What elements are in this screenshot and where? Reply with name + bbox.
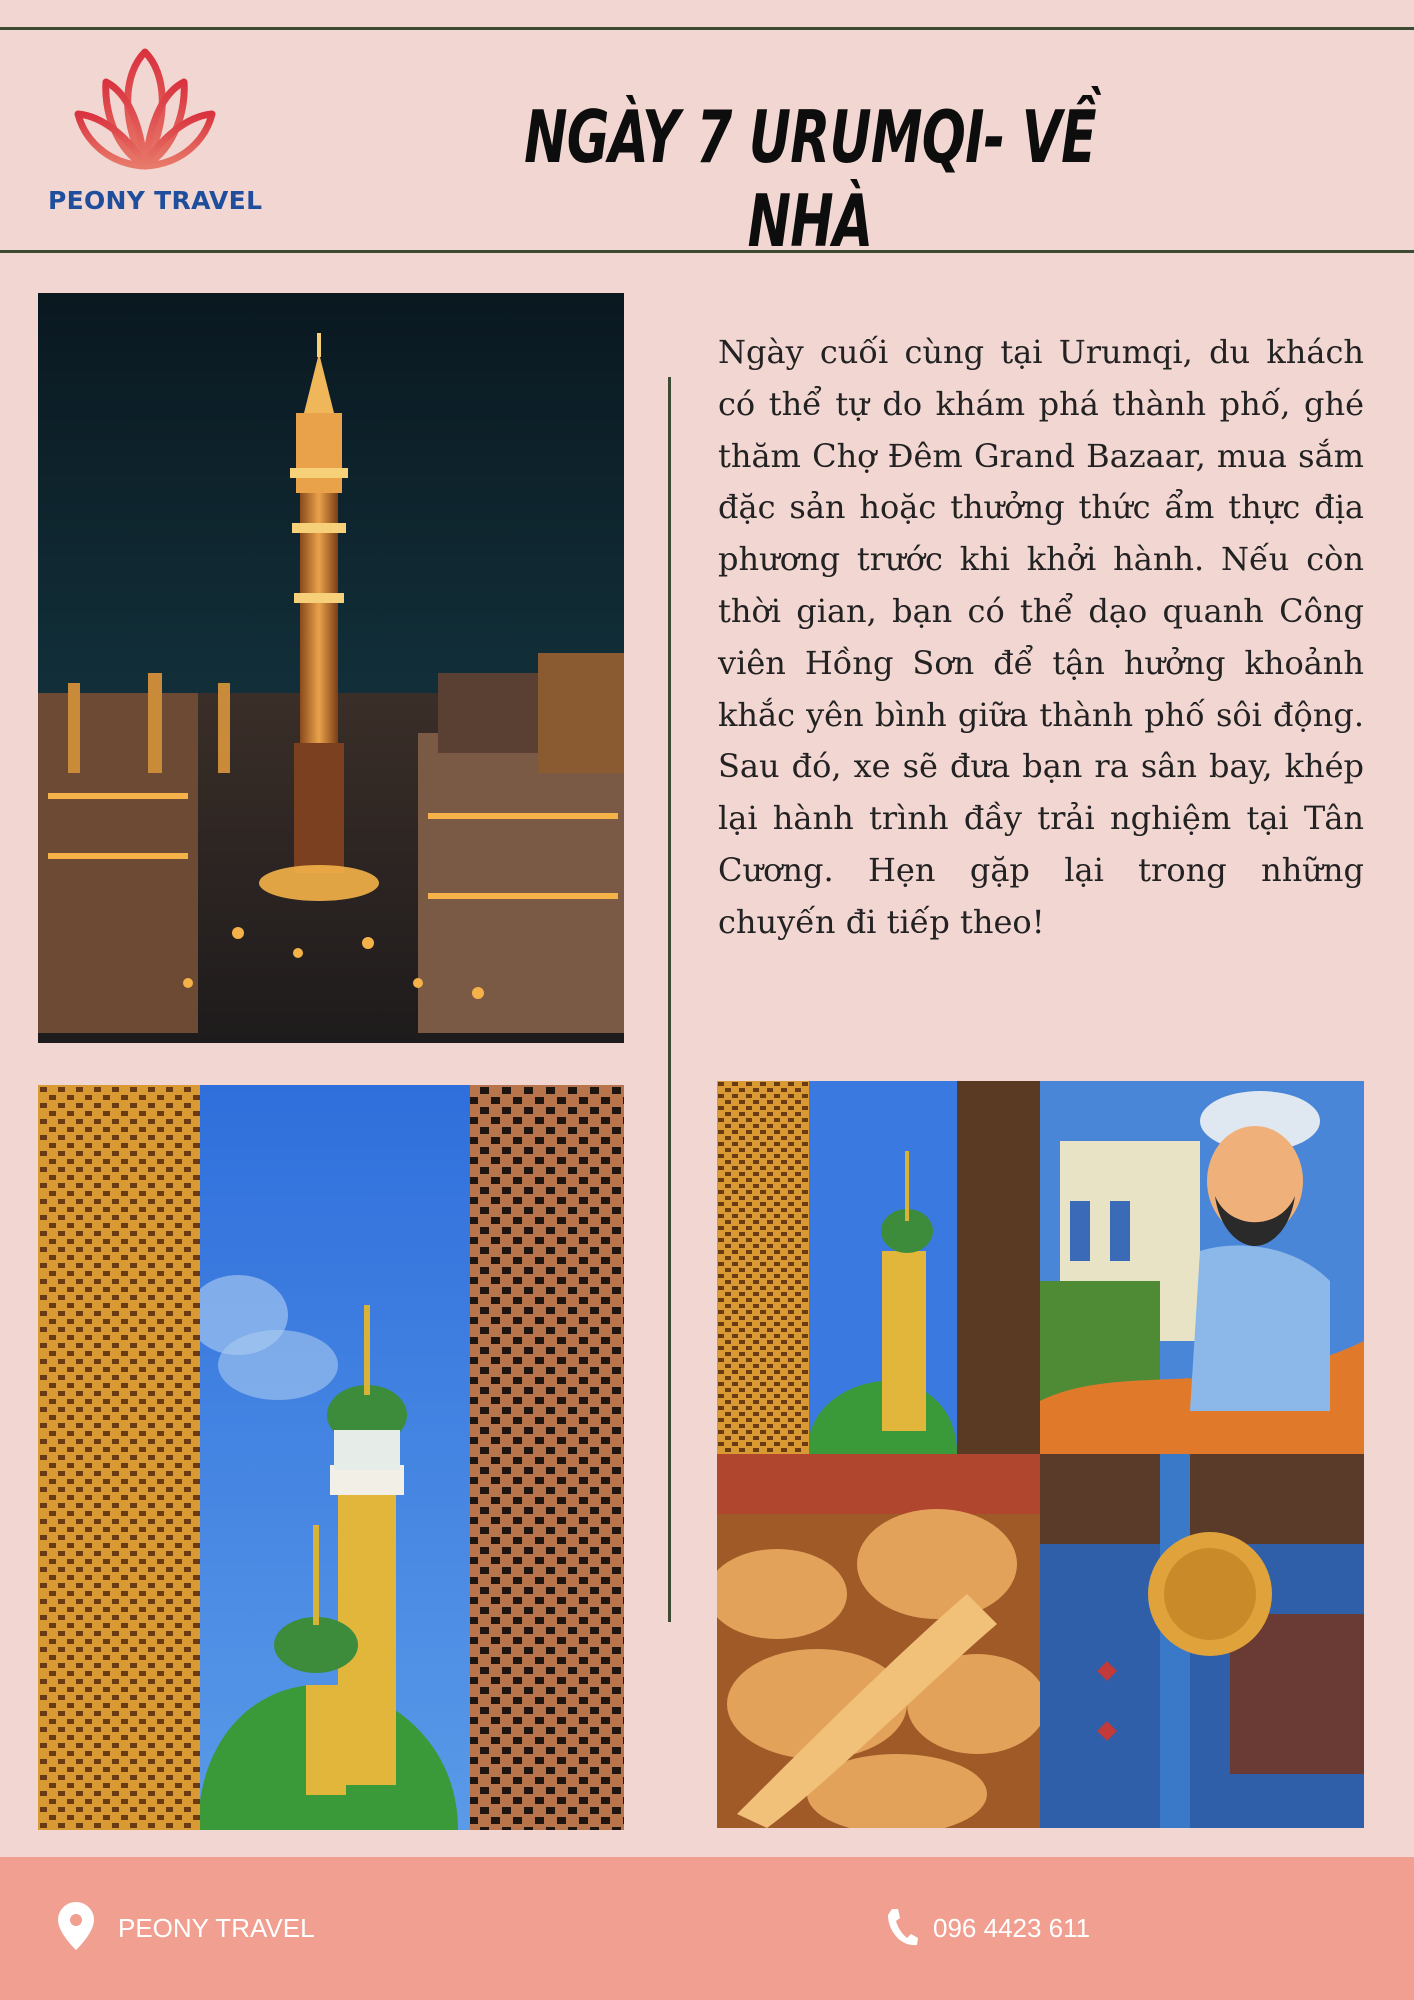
phone-icon — [886, 1907, 918, 1947]
collage-nang-photo — [1040, 1454, 1364, 1828]
day-description: Ngày cuối cùng tại Urumqi, du khách có thể tự do khám phá thành phố, ghé thăm Chợ Đêm Grand Bazaar, mua sắm đặc sản hoặc thưởng thức ẩm thực địa phương trước khi khởi hành. Nếu còn thời gian, bạn có thể dạo quanh Công viên Hồng Sơn để tận hưởng khoảnh khắc yên bình giữa thành phố sôi động. Sau đó, xe sẽ đưa bạn ra sân bay, khép lại hành trình đầy trải nghiệm tại Tân Cương. Hẹn gặp lại trong những chuyến đi tiếp theo! — [718, 333, 1364, 941]
peony-lotus-icon — [44, 48, 254, 178]
footer-location: PEONY TRAVEL — [118, 1913, 315, 1943]
collage-minaret-photo — [717, 1081, 1040, 1454]
grand-bazaar-night-photo — [38, 293, 624, 1043]
green-dome-minaret-photo — [38, 1085, 624, 1830]
brand-name: PEONY TRAVEL — [48, 186, 263, 215]
page-title: NGÀY 7 URUMQI- VỀ NHÀ — [524, 95, 1096, 263]
column-divider — [668, 377, 671, 1622]
collage-mascot-photo — [1040, 1081, 1364, 1454]
footer — [0, 1857, 1414, 2000]
footer-phone: 096 4423 611 — [933, 1913, 1091, 1943]
header-top-rule — [0, 27, 1414, 30]
map-pin-icon — [58, 1902, 94, 1950]
collage-bread-photo — [717, 1454, 1040, 1828]
